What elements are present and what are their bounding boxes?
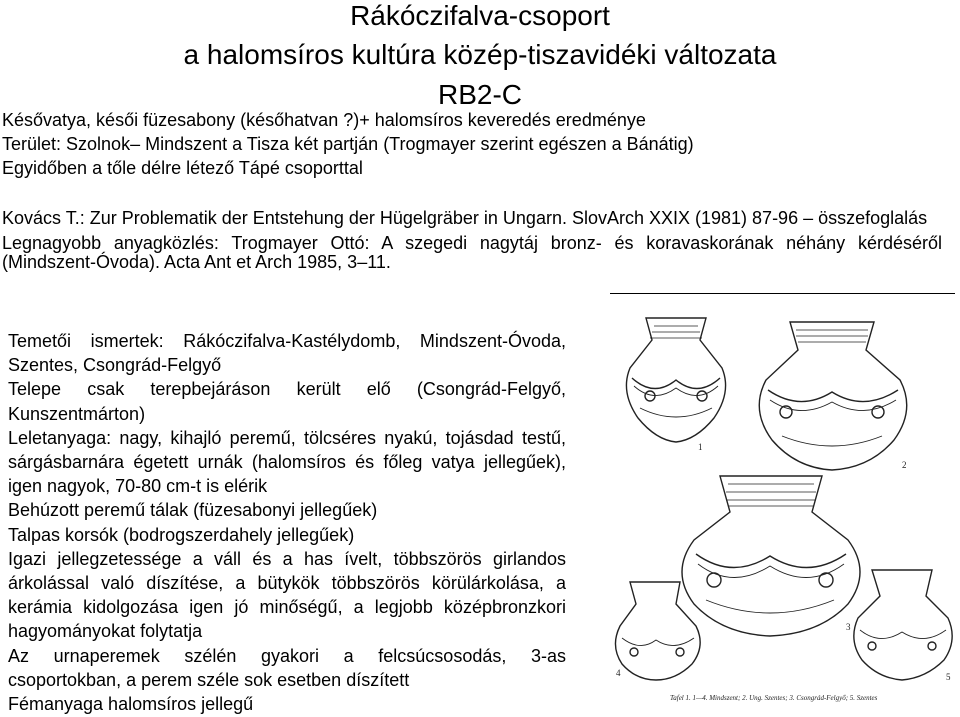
reference-item: Kovács T.: Zur Problematik der Entstehung der Hügelgräber in Ungarn. SlovArch XXIX (1981) 87-96 – összefoglalás [2,208,928,228]
figure-number-5: 5 [946,672,951,682]
body-paragraph: Temetői ismertek: Rákóczifalva-Kastélydomb, Mindszent-Óvoda, Szentes, Csongrád-Felgyő [8,331,566,376]
urn-drawing-3 [682,476,860,636]
body-paragraph: Fémanyaga halomsíros jellegű [8,694,254,715]
reference-item: Legnagyobb anyagközlés: Trogmayer Ottó: A szegedi nagytáj bronz- és koravaskorának néhány kérdéséről (Mindszent-Óvoda). Acta Ant et Arch 1985, 3–11. [2,233,942,272]
body-paragraph: Leletanyaga: nagy, kihajló peremű, tölcséres nyakú, tojásdad testű, sárgásbarnára égetett urnák (halomsíros és főleg vatya jellegűek), igen nagyok, 70-80 cm-t is elérik [8,427,566,497]
title-line-1: Rákóczifalva-csoport [350,0,610,31]
figure-number-4: 4 [616,668,621,678]
intro-line: Terület: Szolnok– Mindszent a Tisza két partján (Trogmayer szerint egészen a Bánátig) [2,134,694,154]
urn-drawing-4 [615,582,700,680]
urn-drawing-1 [626,318,725,442]
body-paragraph: Igazi jellegzetessége a váll és a has ívelt, többszörös girlandos árkolással való díszítése, a bütykök többszörös körülárkolása, a kerámia kidolgozása igen jó minőségű, a legjobb középbronzkori hagyományokat folytatja [8,548,566,642]
urn-drawing-2 [759,322,906,470]
body-paragraph: Behúzott peremű tálak (füzesabonyi jellegűek) [8,500,378,521]
body-text [8,329,566,716]
pottery-plate-image [610,300,958,710]
urn-drawing-5 [854,570,952,680]
figure-number-2: 2 [902,460,907,470]
figure-caption: Tafel 1. 1—4. Mindszent; 2. Ung. Szentes; 3. Csongrád-Felgyő; 5. Szentes [670,694,878,702]
title-line-2: a halomsíros kultúra közép-tiszavidéki változata [183,39,777,70]
figure-number-1: 1 [698,442,703,452]
intro-section [2,108,952,180]
intro-line: Késővatya, késői füzesabony (későhatvan ?)+ halomsíros keveredés eredménye [2,110,646,130]
title-line-3: RB2-C [437,79,522,110]
references-section [2,209,942,278]
body-paragraph: Telepe csak terepbejáráson került elő (Csongrád-Felgyő, Kunszentmárton) [8,379,566,424]
body-paragraph: Az urnaperemek szélén gyakori a felcsúcsosodás, 3-as csoportokban, a perem széle sok esetben díszített [8,645,566,690]
body-paragraph: Talpas korsók (bodrogszerdahely jellegűek) [8,524,355,545]
figure-number-3: 3 [846,622,851,632]
divider [610,293,955,294]
intro-line: Egyidőben a tőle délre létező Tápé csoporttal [2,158,363,178]
